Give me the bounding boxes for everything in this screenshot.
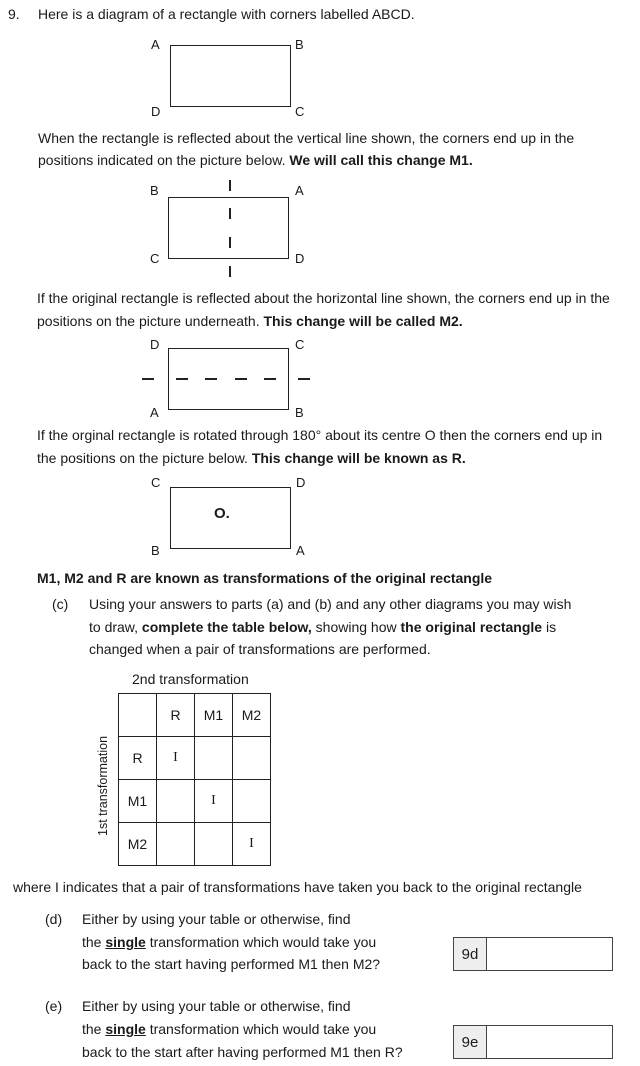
- axis-mark: [205, 378, 217, 380]
- rectangle: [170, 487, 291, 549]
- table-cell[interactable]: I: [157, 737, 195, 780]
- table-col-header-title: 2nd transformation: [132, 671, 249, 687]
- part-e-label: (e): [45, 998, 63, 1014]
- axis-mark: [229, 237, 231, 248]
- axis-mark: [229, 180, 231, 191]
- part-e-line1: Either by using your table or otherwise, find: [82, 998, 351, 1014]
- axis-mark: [298, 378, 310, 380]
- table-cell[interactable]: [157, 823, 195, 866]
- corner-label: A: [150, 405, 159, 420]
- axis-mark: [229, 208, 231, 219]
- row-header: M1: [119, 780, 157, 823]
- answer-box-9d[interactable]: [453, 937, 613, 971]
- corner-label: B: [151, 543, 160, 558]
- column-header: R: [157, 694, 195, 737]
- corner-label: C: [150, 251, 160, 266]
- corner-label: C: [151, 475, 161, 490]
- question-intro: Here is a diagram of a rectangle with corners labelled ABCD.: [38, 6, 415, 22]
- corner-label: D: [296, 475, 306, 490]
- axis-mark: [235, 378, 247, 380]
- table-cell[interactable]: [157, 780, 195, 823]
- table-corner-cell: [119, 694, 157, 737]
- part-d-line1: Either by using your table or otherwise, find: [82, 911, 351, 927]
- axis-mark: [142, 378, 154, 380]
- axis-mark: [229, 266, 231, 277]
- rectangle: [168, 197, 289, 259]
- transformations-heading: M1, M2 and R are known as transformations of the original rectangle: [37, 570, 493, 586]
- table-cell[interactable]: I: [233, 823, 271, 866]
- table-cell[interactable]: [195, 737, 233, 780]
- table-cell[interactable]: [195, 823, 233, 866]
- part-d-line3: back to the start having performed M1 then M2?: [82, 956, 381, 972]
- corner-label: B: [295, 37, 304, 52]
- corner-label: D: [151, 104, 161, 119]
- table-row-header-title: 1st transformation: [96, 735, 110, 836]
- m1-text-line1: When the rectangle is reflected about the vertical line shown, the corners end up in the: [38, 130, 575, 146]
- corner-label: A: [296, 543, 305, 558]
- part-c-label: (c): [52, 596, 69, 612]
- part-c-line3: changed when a pair of transformations are performed.: [89, 641, 431, 657]
- r-text-line1: If the orginal rectangle is rotated through 180° about its centre O then the corners end up in: [37, 427, 603, 443]
- m2-text-line1: If the original rectangle is reflected about the horizontal line shown, the corners end up in the: [37, 290, 610, 306]
- column-header: M1: [195, 694, 233, 737]
- corner-label: C: [295, 104, 305, 119]
- answer-box-label: 9e: [454, 1026, 487, 1058]
- row-header: R: [119, 737, 157, 780]
- row-header: M2: [119, 823, 157, 866]
- axis-mark: [264, 378, 276, 380]
- r-text-line2: the positions on the picture below. This change will be known as R.: [37, 450, 466, 466]
- corner-label: B: [150, 183, 159, 198]
- axis-mark: [176, 378, 188, 380]
- answer-box-9e[interactable]: [453, 1025, 613, 1059]
- corner-label: D: [295, 251, 305, 266]
- table-cell[interactable]: I: [195, 780, 233, 823]
- centre-label: O.: [214, 505, 230, 522]
- corner-label: A: [295, 183, 304, 198]
- table-cell[interactable]: [233, 737, 271, 780]
- corner-label: A: [151, 37, 160, 52]
- transformation-table: [118, 693, 271, 866]
- column-header: M2: [233, 694, 271, 737]
- part-c-line1: Using your answers to parts (a) and (b) and any other diagrams you may wish: [89, 596, 572, 612]
- part-e-line3: back to the start after having performed M1 then R?: [82, 1044, 403, 1060]
- table-cell[interactable]: [233, 780, 271, 823]
- answer-box-label: 9d: [454, 938, 487, 970]
- corner-label: B: [295, 405, 304, 420]
- part-e-line2: the single transformation which would take you: [82, 1021, 377, 1037]
- question-number: 9.: [8, 6, 20, 22]
- table-note: where I indicates that a pair of transformations have taken you back to the original rectangle: [13, 879, 582, 895]
- m2-text-line2: positions on the picture underneath. This change will be called M2.: [37, 313, 463, 329]
- part-c-line2: to draw, complete the table below, showing how the original rectangle is: [89, 619, 557, 635]
- corner-label: C: [295, 337, 305, 352]
- rectangle: [170, 45, 291, 107]
- corner-label: D: [150, 337, 160, 352]
- part-d-line2: the single transformation which would take you: [82, 934, 377, 950]
- m1-text-line2: positions indicated on the picture below. We will call this change M1.: [38, 152, 473, 168]
- part-d-label: (d): [45, 911, 63, 927]
